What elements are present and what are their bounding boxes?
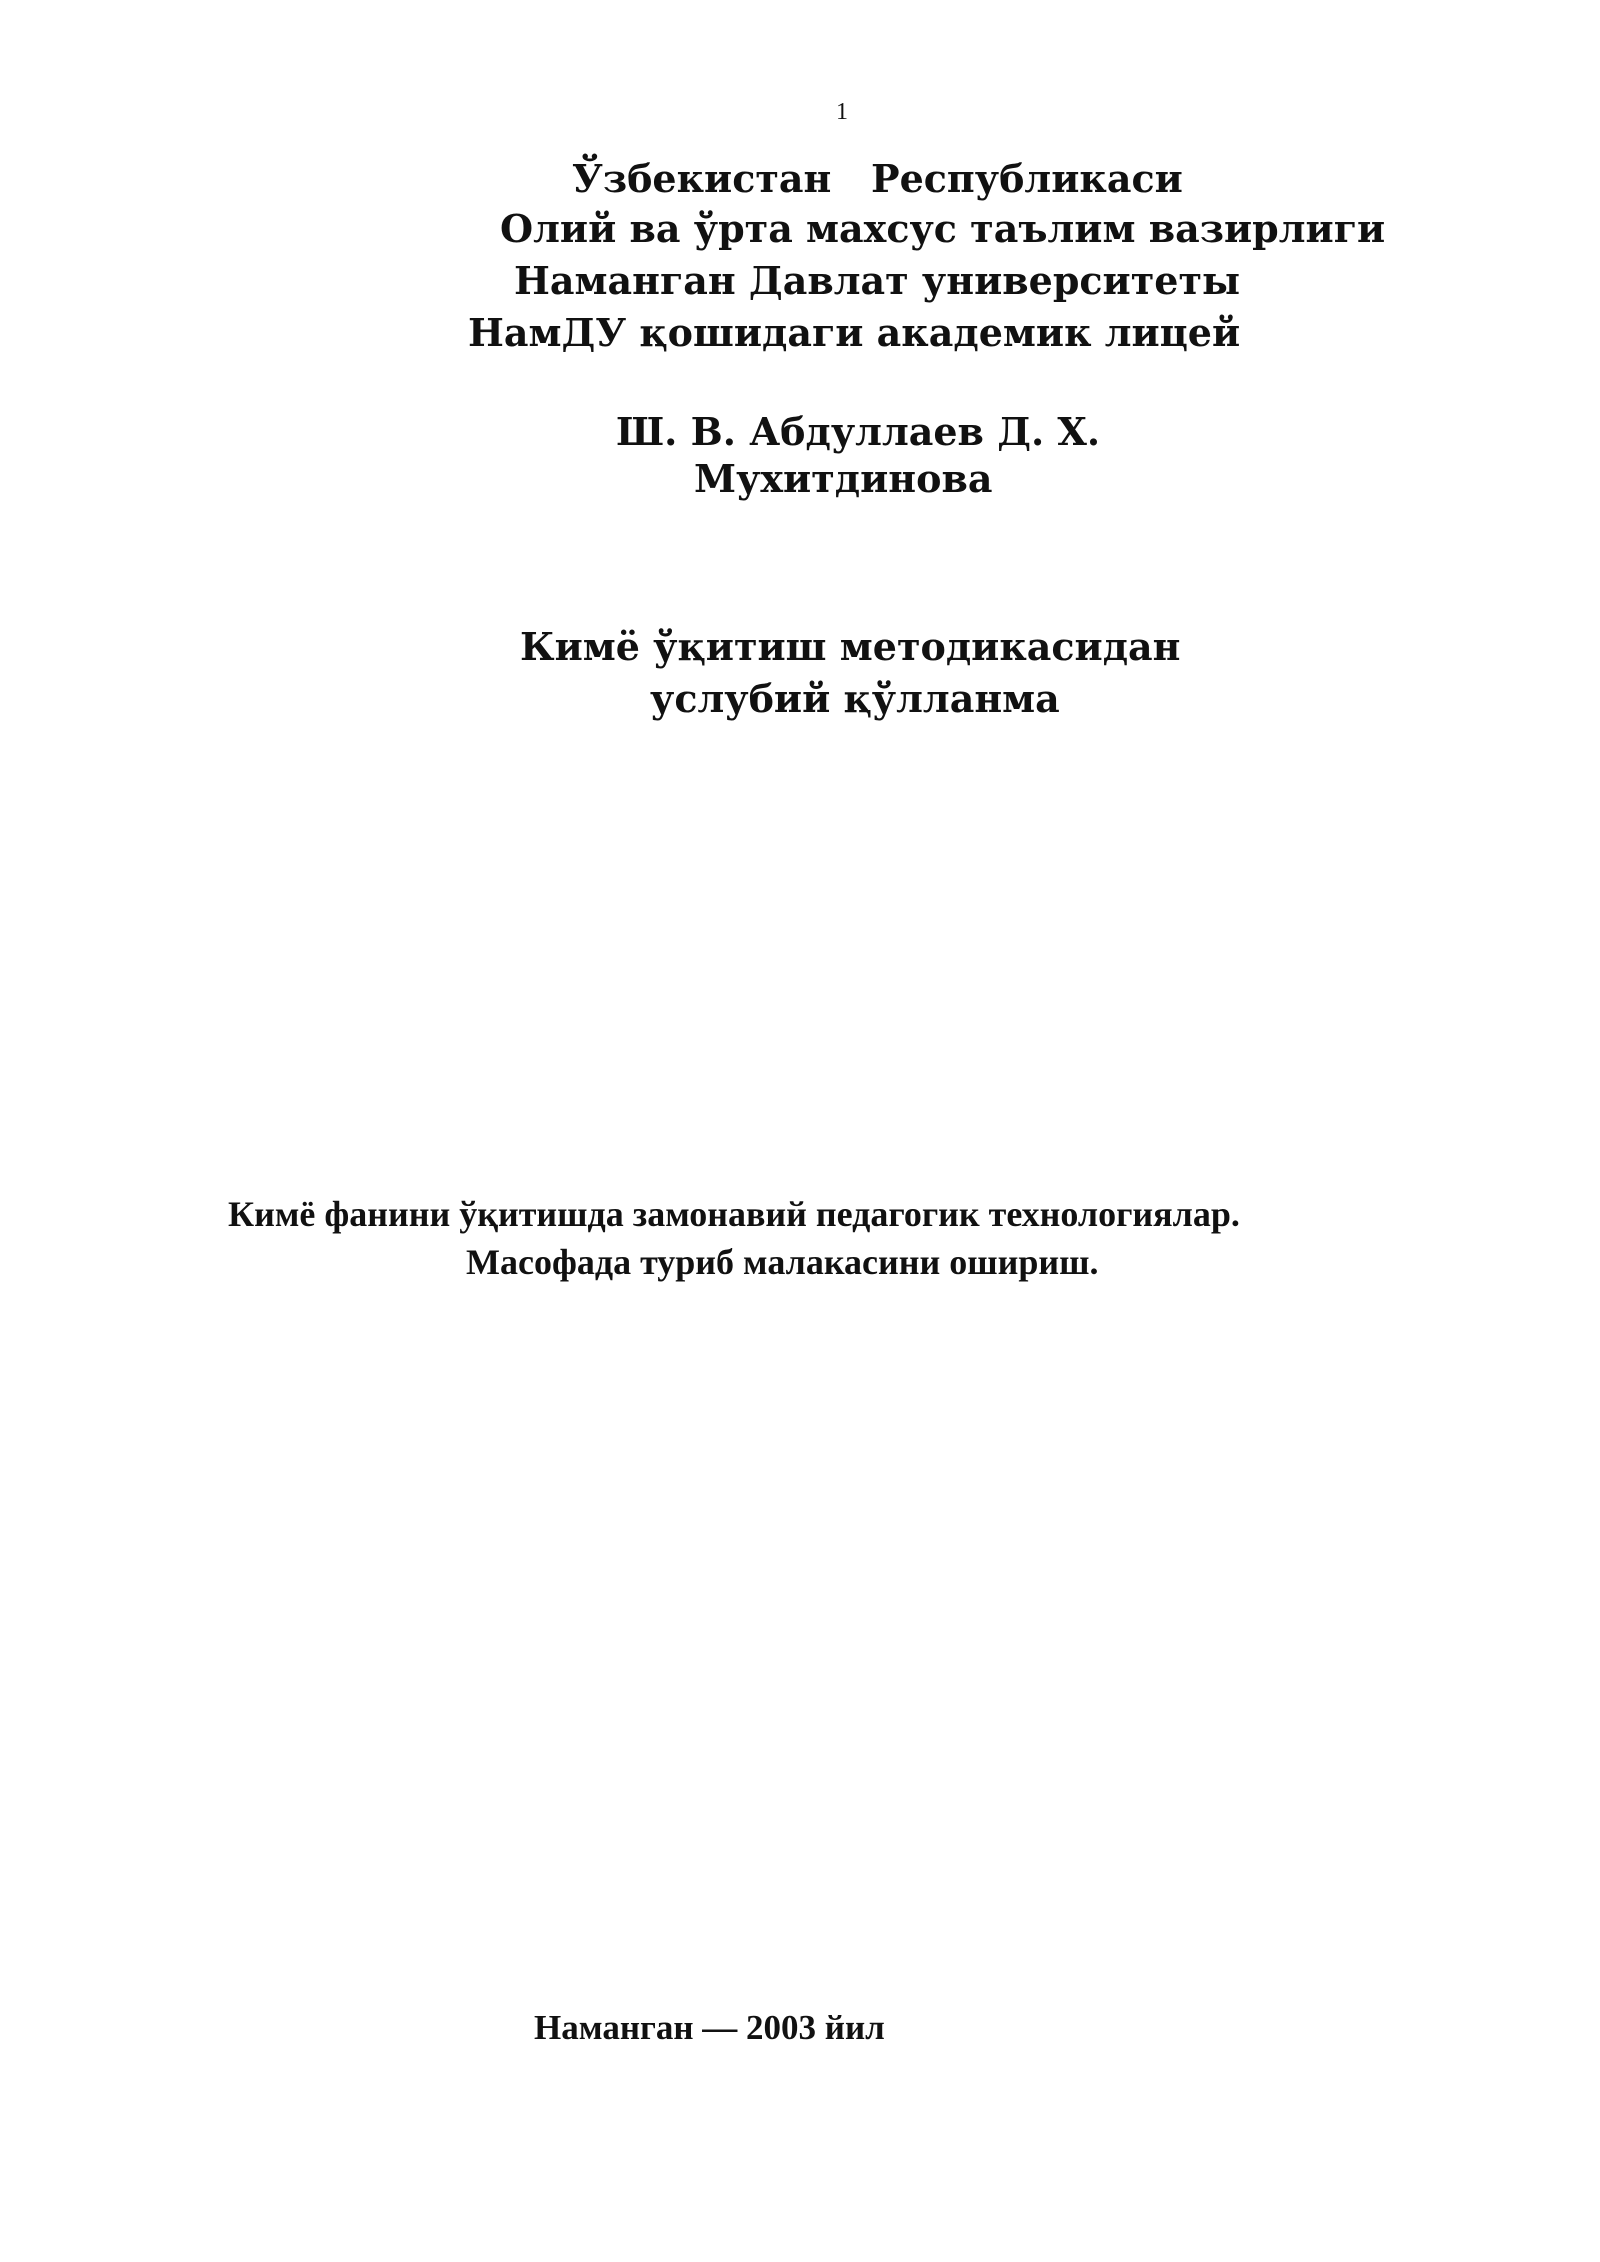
authors-line-1: Ш. В. Абдуллаев Д. Х. xyxy=(616,409,1101,454)
title-line-2: услубий қўлланма xyxy=(650,676,1060,721)
page-number: 1 xyxy=(836,99,848,125)
header-lyceum: НамДУ қошидаги академик лицей xyxy=(468,310,1241,355)
header-country: Ўзбекистан Республикаси xyxy=(572,156,1183,201)
header-ministry: Олий ва ўрта махсус таълим вазирлиги xyxy=(500,206,1386,251)
title-line-1: Кимё ўқитиш методикасидан xyxy=(520,624,1181,669)
subtitle-line-2: Масофада туриб малакасини ошириш. xyxy=(466,1242,1099,1282)
footer-place-year: Наманган — 2003 йил xyxy=(534,2008,885,2047)
subtitle-line-1: Кимё фанини ўқитишда замонавий педагогик технологиялар. xyxy=(228,1194,1240,1234)
header-university: Наманган Давлат университеты xyxy=(514,258,1241,303)
authors-line-2: Мухитдинова xyxy=(694,456,993,501)
